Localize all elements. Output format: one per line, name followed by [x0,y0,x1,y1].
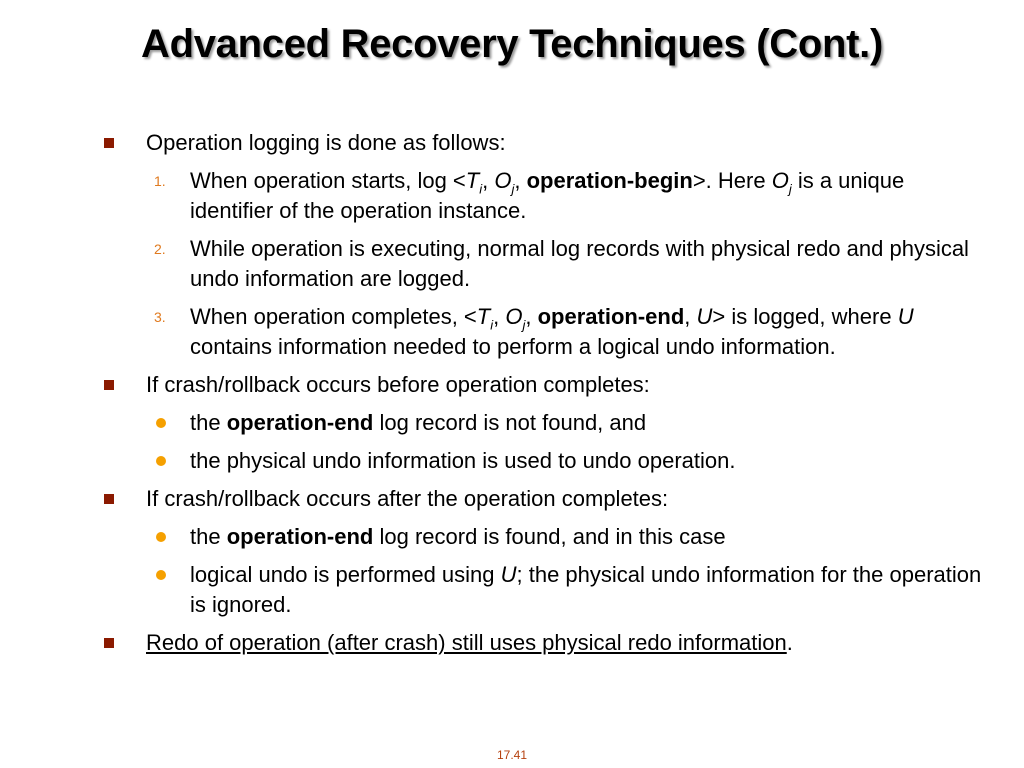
subscript-i: i [479,181,483,197]
bullet-crash-after [104,484,984,514]
square-bullet-icon [104,494,114,504]
text-run: the [190,410,227,435]
text-run: >. Here [692,168,772,193]
var-o: O [505,304,523,329]
square-bullet-icon [104,138,114,148]
text-run: logical undo is performed using [190,562,501,587]
var-u: U [696,304,713,329]
round-bullet-icon [156,418,166,428]
text-run: , [514,168,527,193]
page-number: 17.41 [496,748,528,762]
text-run: When operation completes, < [190,304,477,329]
text-run: ; the physical undo information for the operation is ignored. [190,562,982,617]
keyword-operation-end: operation-end [537,304,685,329]
sub-bullet-logical-undo [104,560,984,620]
text-run: > is logged, where [712,304,898,329]
var-t: T [476,304,491,329]
text-run: , [684,304,697,329]
sub-bullet-text: the physical undo information is used to undo operation. [190,448,736,473]
text-run: log record is found, and in this case [373,524,726,549]
round-bullet-icon [156,532,166,542]
text-run: the [190,524,227,549]
step-number: 2. [154,241,166,257]
bullet-text: If crash/rollback occurs after the operation completes: [146,486,669,511]
var-t: T [465,168,480,193]
square-bullet-icon [104,638,114,648]
bullet-text: If crash/rollback occurs before operation completes: [146,372,650,397]
sub-bullet-physical-undo [104,446,984,476]
text-run: When operation starts, log < [190,168,466,193]
slide-content [104,128,984,666]
subscript-j: j [522,317,526,333]
bullet-text: Operation logging is done as follows: [146,130,506,155]
keyword-operation-end: operation-end [226,410,374,435]
bullet-redo [104,628,984,658]
subscript-i: i [490,317,494,333]
bullet-operation-logging [104,128,984,158]
step-number: 1. [154,173,166,189]
keyword-operation-end: operation-end [226,524,374,549]
text-run: contains information needed to perform a logical undo information. [190,334,836,359]
redo-link[interactable]: Redo of operation (after crash) still uses physical redo information [146,630,787,655]
step-text: While operation is executing, normal log records with physical redo and physical undo information are logged. [190,236,969,291]
var-o: O [771,168,789,193]
var-u: U [897,304,914,329]
sub-bullet-end-found [104,522,984,552]
text-run: , [525,304,538,329]
step-operation-starts [104,166,984,226]
text-run: . [786,630,793,655]
step-operation-completes [104,302,984,362]
text-run: , [482,168,495,193]
round-bullet-icon [156,570,166,580]
slide-title: Advanced Recovery Techniques (Cont.) [141,22,883,66]
var-o: O [494,168,512,193]
text-run: is a unique identifier of the operation instance. [190,168,905,223]
subscript-j: j [788,181,792,197]
step-operation-executing [104,234,984,294]
subscript-j: j [511,181,515,197]
round-bullet-icon [156,456,166,466]
var-u: U [500,562,517,587]
text-run: log record is not found, and [373,410,647,435]
bullet-crash-before [104,370,984,400]
square-bullet-icon [104,380,114,390]
text-run: , [493,304,506,329]
step-number: 3. [154,309,166,325]
keyword-operation-begin: operation-begin [526,168,693,193]
sub-bullet-end-not-found [104,408,984,438]
